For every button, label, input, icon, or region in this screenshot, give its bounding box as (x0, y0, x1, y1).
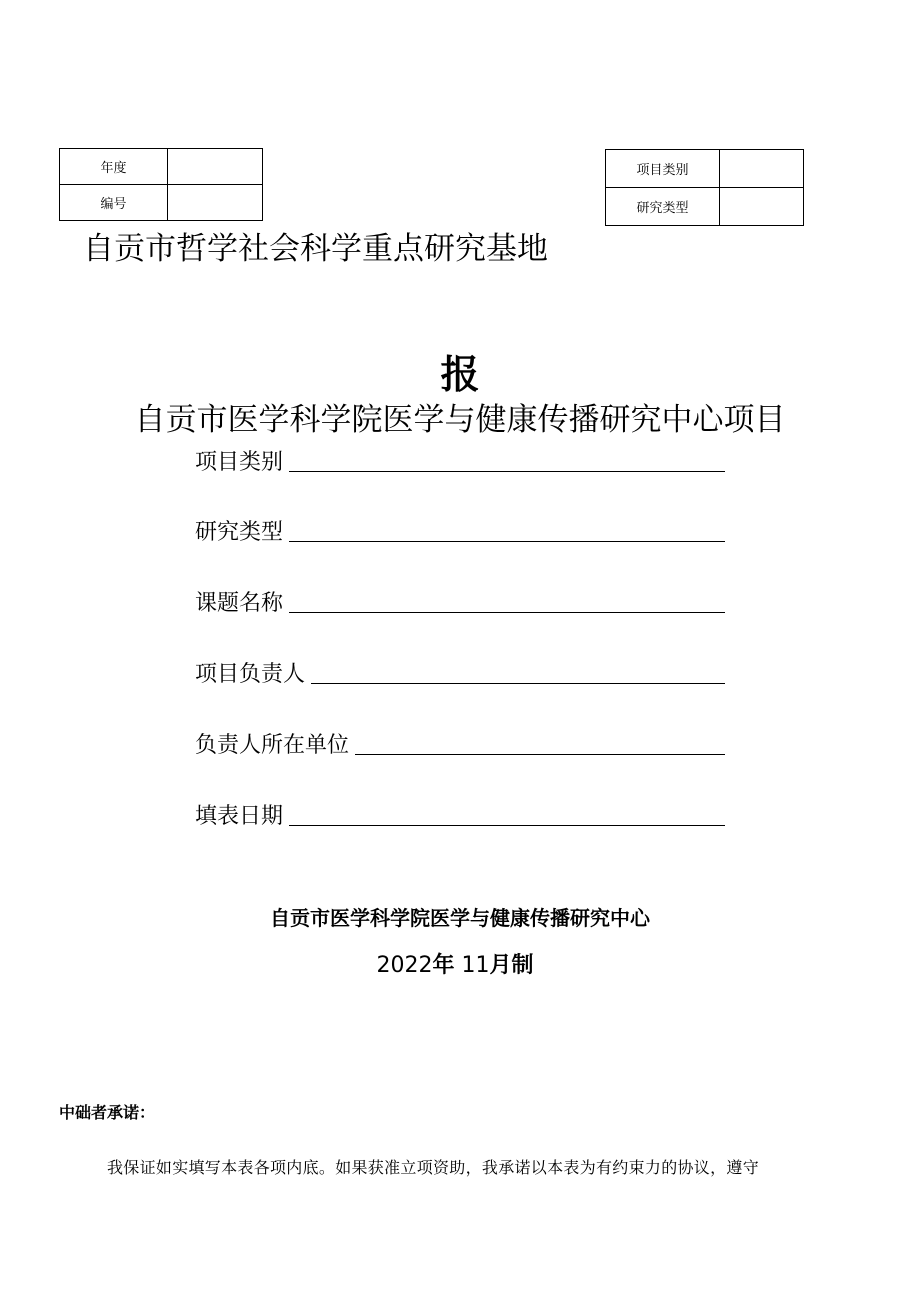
header-table-left (59, 148, 263, 221)
field-fill-date (195, 806, 725, 828)
number-label: 编号 (60, 185, 168, 221)
field-research-type (195, 522, 725, 544)
field-label: 项目类别 (195, 450, 284, 475)
project-category-value[interactable] (720, 150, 804, 188)
research-type-value[interactable] (720, 188, 804, 226)
research-type-label: 研究类型 (606, 188, 720, 226)
project-category-label: 项目类别 (606, 150, 720, 188)
field-project-leader (195, 664, 725, 686)
title-line1: 自贡市哲学社会科学重点研究基地 (83, 231, 548, 267)
promise-title: 中础者承诺： (59, 1103, 156, 1122)
field-project-category (195, 452, 725, 474)
header-table-right (605, 149, 804, 226)
field-label: 研究类型 (195, 520, 284, 545)
table-row (60, 185, 263, 221)
field-input-line[interactable] (289, 611, 725, 613)
table-row (60, 149, 263, 185)
field-label: 课题名称 (195, 591, 284, 616)
field-leader-unit (195, 735, 725, 757)
field-input-line[interactable] (311, 682, 725, 684)
field-label: 负责人所在单位 (195, 733, 350, 758)
field-topic-name (195, 593, 725, 615)
number-value[interactable] (168, 185, 263, 221)
date-year-suffix: 年 (432, 953, 455, 978)
field-input-line[interactable] (289, 470, 725, 472)
field-input-line[interactable] (355, 753, 725, 755)
date-month-suffix: 月制 (489, 953, 534, 978)
date-month: 11 (461, 953, 490, 978)
table-row (606, 150, 804, 188)
table-row (606, 188, 804, 226)
organization-name: 自贡市医学科学院医学与健康传播研究中心 (270, 906, 650, 930)
title-char: 报 (440, 353, 480, 398)
issue-date (0, 948, 910, 979)
field-label: 项目负责人 (195, 662, 306, 687)
title-line2: 自贡市医学科学院医学与健康传播研究中心项目 (134, 402, 786, 438)
promise-text: 我保证如实填写本表各项内底。如果获准立项资助，我承诺以本表为有约束力的协议，遵守 (107, 1158, 760, 1177)
date-year: 2022 (376, 953, 433, 978)
field-input-line[interactable] (289, 540, 725, 542)
field-input-line[interactable] (289, 824, 725, 826)
year-label: 年度 (60, 149, 168, 185)
field-label: 填表日期 (195, 804, 284, 829)
year-value[interactable] (168, 149, 263, 185)
